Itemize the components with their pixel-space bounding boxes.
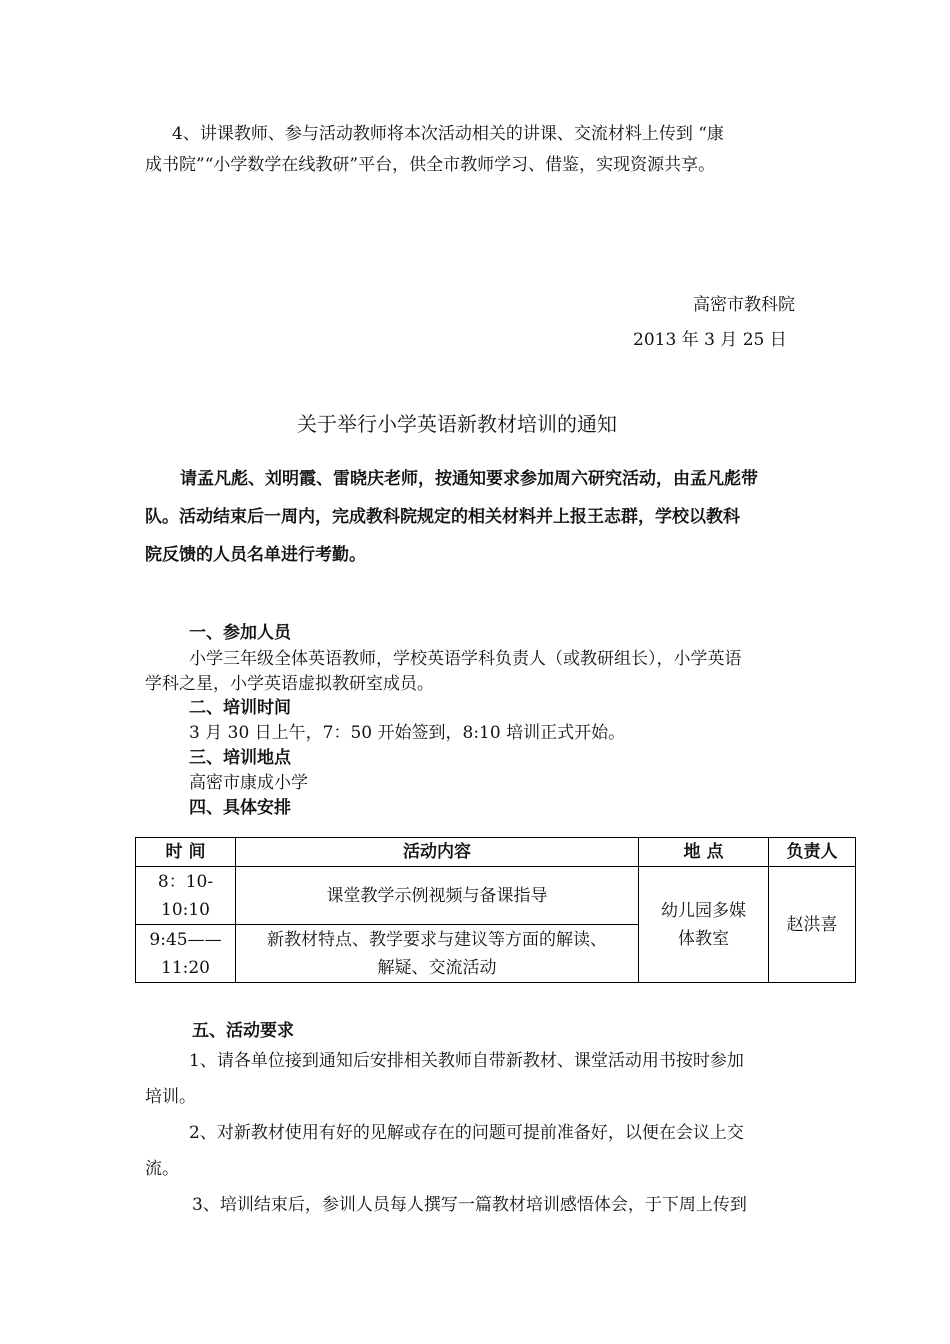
signature-date: 2013 年 3 月 25 日: [633, 330, 787, 350]
row2-time: [136, 925, 236, 983]
notice-intro-line2: 队。活动结束后一周内，完成教科院规定的相关材料并上报王志群，学校以教科: [145, 507, 740, 527]
req2-line1: 2、对新教材使用有好的见解或存在的问题可提前准备好，以便在会议上交: [189, 1123, 744, 1143]
section1-line1: 小学三年级全体英语教师，学校英语学科负责人（或教研组长），小学英语: [189, 649, 742, 669]
row2-content: [236, 925, 639, 983]
notice-intro-line3: 院反馈的人员名单进行考勤。: [145, 545, 366, 565]
row1-time-end: 10:10: [161, 899, 210, 920]
person-cell: 赵洪喜: [769, 867, 856, 983]
section5-heading: 五、活动要求: [192, 1021, 294, 1041]
place-cell: [639, 867, 769, 983]
section2-text: 3 月 30 日上午，7：50 开始签到，8:10 培训正式开始。: [189, 723, 626, 743]
notice-intro-line1: 请孟凡彪、刘明霞、雷晓庆老师，按通知要求参加周六研究活动，由孟凡彪带: [180, 469, 758, 489]
row2-content-line2: 解疑、交流活动: [377, 957, 497, 978]
req1-line2: 培训。: [145, 1087, 196, 1107]
place-line1: 幼儿园多媒: [661, 900, 746, 921]
header-place: 地 点: [639, 838, 769, 867]
table-row: [136, 867, 856, 925]
req3-line1: 3、培训结束后，参训人员每人撰写一篇教材培训感悟体会，于下周上传到: [192, 1195, 747, 1215]
row2-time-end: 11:20: [161, 957, 210, 978]
row1-content: 课堂教学示例视频与备课指导: [236, 867, 639, 925]
row1-time: [136, 867, 236, 925]
signature-org: 高密市教科院: [693, 295, 795, 315]
row2-content-line1: 新教材特点、教学要求与建议等方面的解读、: [267, 929, 607, 950]
prev-item4-line2: 成书院”“小学数学在线教研”平台，供全市教师学习、借鉴，实现资源共享。: [145, 155, 716, 175]
header-time: 时 间: [136, 838, 236, 867]
section3-heading: 三、培训地点: [189, 748, 291, 768]
section4-heading: 四、具体安排: [189, 798, 291, 818]
section3-text: 高密市康成小学: [189, 773, 308, 793]
req2-line2: 流。: [145, 1159, 179, 1179]
schedule-table: [135, 837, 856, 983]
section1-line2: 学科之星，小学英语虚拟教研室成员。: [145, 674, 434, 694]
header-content: 活动内容: [236, 838, 639, 867]
req1-line1: 1、请各单位接到通知后安排相关教师自带新教材、课堂活动用书按时参加: [189, 1051, 744, 1071]
notice-title: 关于举行小学英语新教材培训的通知: [297, 412, 617, 436]
header-person: 负责人: [769, 838, 856, 867]
row1-time-start: 8：10-: [157, 871, 214, 892]
place-line2: 体教室: [678, 928, 729, 949]
table-header-row: [136, 838, 856, 867]
section1-heading: 一、参加人员: [189, 623, 291, 643]
section2-heading: 二、培训时间: [189, 698, 291, 718]
prev-item4-line1: 4、讲课教师、参与活动教师将本次活动相关的讲课、交流材料上传到 “康: [172, 124, 724, 144]
row2-time-start: 9:45——: [149, 929, 222, 950]
